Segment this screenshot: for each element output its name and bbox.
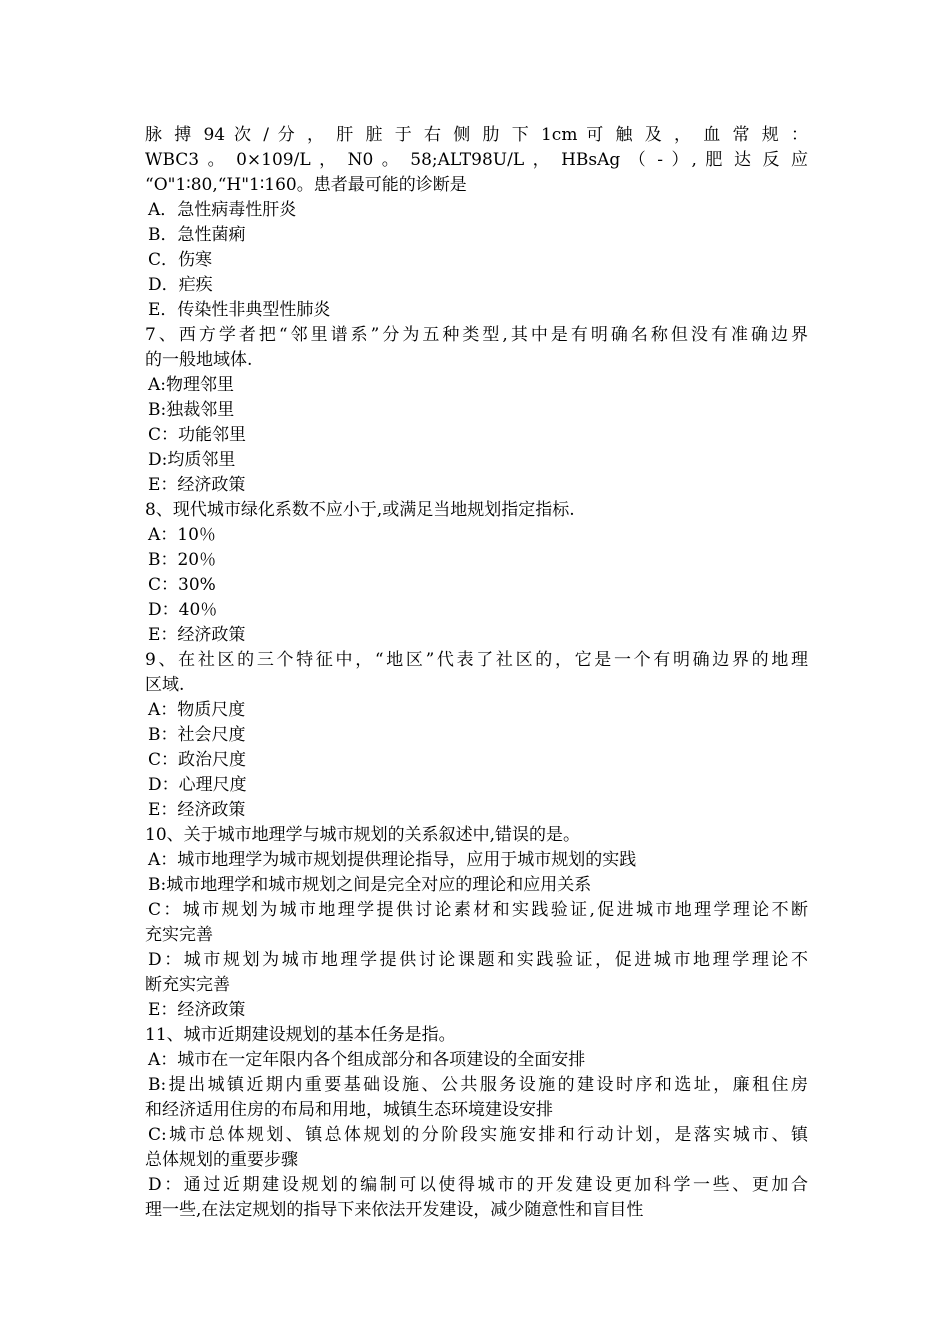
text-line: 8、现代城市绿化系数不应小于,或满足当地规划指定指标.	[145, 500, 575, 520]
text-line: 7、西方学者把“邻里谱系”分为五种类型,其中是有明确名称但没有准确边界	[145, 325, 808, 345]
text-line: “O"1∶80,“H"1∶160。患者最可能的诊断是	[145, 175, 467, 195]
text-line: 的一般地域体.	[145, 350, 253, 370]
answer-option-line: D．疟疾	[148, 275, 213, 295]
text-line: WBC3 。 0×109/L ， N0 。 58;ALT98U/L ， HBsAg （ - ）, 肥 达 反 应	[145, 150, 808, 170]
answer-option-line: E：经济政策	[148, 475, 246, 495]
answer-option-line: C：30%	[148, 575, 216, 595]
answer-option-line: A：10％	[148, 525, 216, 545]
answer-option-line: A：城市地理学为城市规划提供理论指导，应用于城市规划的实践	[148, 850, 637, 870]
document-body	[145, 123, 808, 1223]
answer-option-line: B．急性菌痢	[148, 225, 246, 245]
answer-option-line: E：经济政策	[148, 625, 246, 645]
answer-option-line: D：城市规划为城市地理学提供讨论课题和实践验证，促进城市地理学理论不	[148, 950, 808, 970]
text-line: 充实完善	[145, 925, 213, 945]
text-line: 脉 搏 94 次 / 分 ， 肝 脏 于 右 侧 肋 下 1cm 可 触 及 ， 血 常 规 ：	[145, 125, 808, 145]
answer-option-line: C：功能邻里	[148, 425, 247, 445]
answer-option-line: D：40％	[148, 600, 218, 620]
text-line: 9、在社区的三个特征中，“地区”代表了社区的，它是一个有明确边界的地理	[145, 650, 808, 670]
text-line: 和经济适用住房的布局和用地，城镇生态环境建设安排	[145, 1100, 553, 1120]
answer-option-line: C：政治尺度	[148, 750, 247, 770]
answer-option-line: E．传染性非典型性肺炎	[148, 300, 331, 320]
answer-option-line: B:城市地理学和城市规划之间是完全对应的理论和应用关系	[148, 875, 592, 895]
answer-option-line: C．伤寒	[148, 250, 213, 270]
answer-option-line: B：20％	[148, 550, 217, 570]
answer-option-line: A．急性病毒性肝炎	[148, 200, 297, 220]
answer-option-line: A:物理邻里	[148, 375, 235, 395]
text-line: 总体规划的重要步骤	[145, 1150, 298, 1170]
answer-option-line: E：经济政策	[148, 800, 246, 820]
answer-option-line: B：社会尺度	[148, 725, 246, 745]
answer-option-line: A：物质尺度	[148, 700, 246, 720]
answer-option-line: A：城市在一定年限内各个组成部分和各项建设的全面安排	[148, 1050, 586, 1070]
text-line: 区域.	[145, 675, 185, 695]
answer-option-line: C:城市总体规划、镇总体规划的分阶段实施安排和行动计划，是落实城市、镇	[148, 1125, 808, 1145]
text-line: 10、关于城市地理学与城市规划的关系叙述中,错误的是。	[145, 825, 581, 845]
text-line: 理一些,在法定规划的指导下来依法开发建设，减少随意性和盲目性	[145, 1200, 644, 1220]
answer-option-line: D：通过近期建设规划的编制可以使得城市的开发建设更加科学一些、更加合	[148, 1175, 808, 1195]
text-line: 断充实完善	[145, 975, 230, 995]
answer-option-line: D:均质邻里	[148, 450, 236, 470]
answer-option-line: C：城市规划为城市地理学提供讨论素材和实践验证,促进城市地理学理论不断	[148, 900, 808, 920]
text-line: 11、城市近期建设规划的基本任务是指。	[145, 1025, 456, 1045]
answer-option-line: B:独裁邻里	[148, 400, 235, 420]
answer-option-line: B:提出城镇近期内重要基础设施、公共服务设施的建设时序和选址，廉租住房	[148, 1075, 808, 1095]
answer-option-line: D：心理尺度	[148, 775, 247, 795]
answer-option-line: E：经济政策	[148, 1000, 246, 1020]
